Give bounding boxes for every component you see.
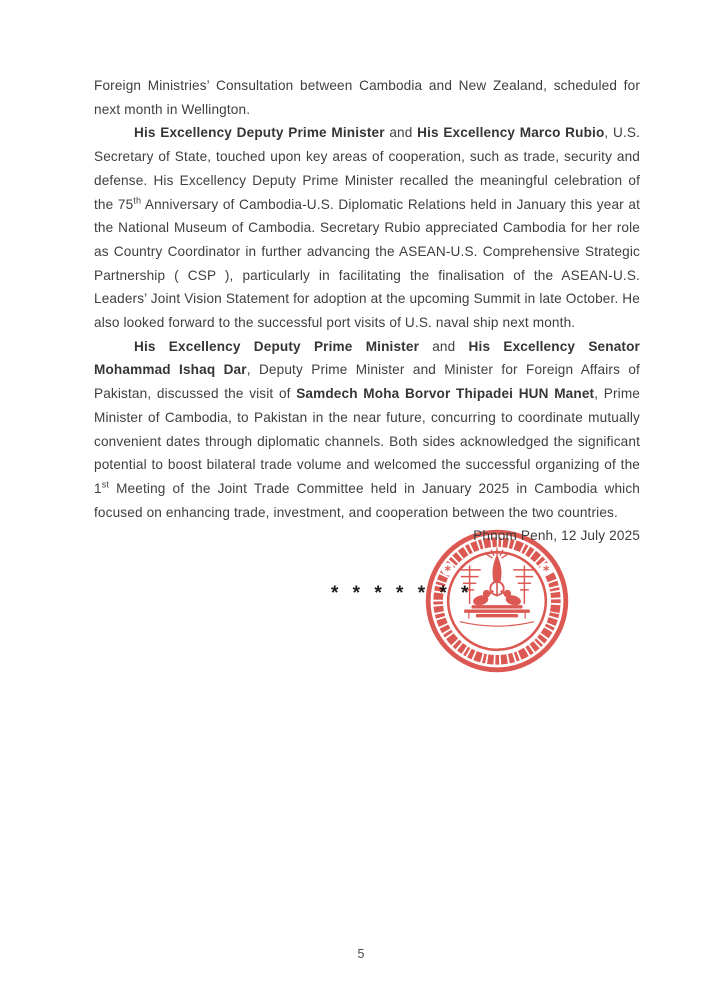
paragraphs [94, 74, 640, 524]
royal-arms-of-cambodia-stamp-icon [423, 527, 571, 675]
text-run: Anniversary of Cambodia-U.S. Diplomatic Relations held in January this year at the National Museum of Cambodia. Secretary Rubio appreciated Cambodia for her role as Country Coordinator in further advancing the ASEAN-U.S. Comprehensive Strategic Partnership ( CSP ), particularly in facilitating the finalisation of the ASEAN-U.S. Leaders’ Joint Vision Statement for adoption at the upcoming Summit in late October. He also looked forward to the successful port visits of U.S. naval ship next month. [94, 196, 640, 331]
svg-text:*: * [444, 562, 452, 578]
document-body [94, 74, 640, 548]
svg-text:*: * [542, 562, 550, 578]
text-run: , Deputy Prime Minister and Minister for Foreign Affairs of Pakistan, discussed the visit of [94, 362, 640, 402]
text-run: His Excellency Deputy Prime Minister [134, 125, 385, 141]
text-run: and [419, 338, 469, 354]
page-number: 5 [357, 947, 365, 961]
text-run: and [384, 125, 418, 141]
text-run: , U.S. Secretary of State, touched upon key areas of cooperation, such as trade, security and defense. His Excellency Deputy Prime Minister recalled the meaningful celebration of the 75 [94, 125, 641, 212]
text-run: Samdech Moha Borvor Thipadei HUN Manet [296, 386, 595, 402]
text-run: , Prime Minister of Cambodia, to Pakistan in the near future, concurring to coordinate mutually convenient dates through diplomatic channels. Both sides acknowledged the significant potential to boost bilateral trade volume and welcomed the successful organizing of the 1 [94, 386, 641, 496]
text-run: His Excellency Marco Rubio [417, 125, 605, 141]
paragraph [94, 335, 640, 525]
paragraph [94, 121, 640, 334]
paragraph [94, 74, 640, 121]
text-run: th [133, 194, 142, 205]
text-run: His Excellency Deputy Prime Minister [134, 338, 420, 354]
stars-separator: * * * * * * * [331, 583, 473, 604]
date-line: Phnom Penh, 12 July 2025 [473, 528, 640, 544]
text-run: Meeting of the Joint Trade Committee held in January 2025 in Cambodia which focused on enhancing trade, investment, and cooperation between the two countries. [94, 480, 640, 520]
text-run: st [101, 479, 110, 490]
text-run: Foreign Ministries’ Consultation between Cambodia and New Zealand, scheduled for next month in Wellington. [94, 78, 640, 117]
text-run: His Excellency Senator Mohammad Ishaq Dar [94, 338, 640, 378]
